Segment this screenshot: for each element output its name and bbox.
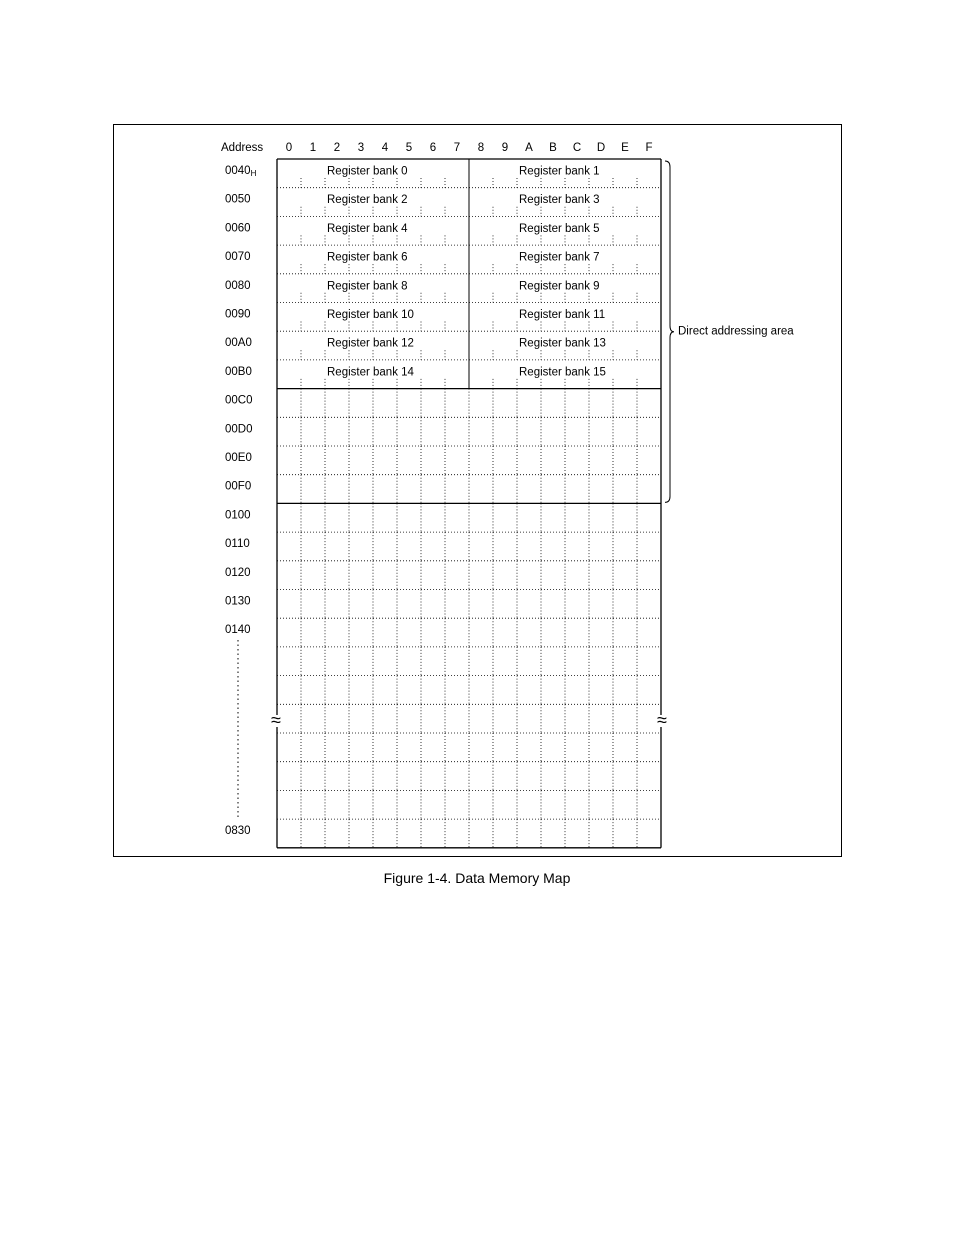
row-address-00E0: 00E0 — [225, 452, 252, 465]
register-bank-0: Register bank 0 — [327, 165, 408, 178]
register-bank-13: Register bank 13 — [519, 337, 606, 350]
row-address-00A0: 00A0 — [225, 337, 252, 350]
row-address-0060: 0060 — [225, 222, 251, 235]
register-bank-6: Register bank 6 — [327, 251, 408, 264]
register-bank-11: Register bank 11 — [519, 309, 606, 322]
row-address-00D0: 00D0 — [225, 423, 253, 436]
register-bank-10: Register bank 10 — [327, 309, 414, 322]
row-address-00C0: 00C0 — [225, 394, 253, 407]
direct-addressing-brace — [665, 161, 674, 502]
column-header-1: 1 — [309, 142, 317, 155]
row-address-0140: 0140 — [225, 624, 251, 637]
column-header-8: 8 — [477, 142, 485, 155]
break-symbol-right: ≈ — [657, 709, 667, 730]
row-address-0110: 0110 — [225, 538, 250, 551]
register-bank-5: Register bank 5 — [519, 222, 600, 235]
row-address-00F0: 00F0 — [225, 480, 252, 493]
row-address-00B0: 00B0 — [225, 365, 252, 378]
column-header-9: 9 — [501, 142, 509, 155]
figure-caption: Figure 1-4. Data Memory Map — [383, 870, 571, 886]
address-header-label: Address — [221, 142, 264, 155]
register-bank-1: Register bank 1 — [519, 165, 600, 178]
direct-addressing-label: Direct addressing area — [678, 325, 794, 338]
register-bank-7: Register bank 7 — [519, 251, 600, 264]
column-header-E: E — [621, 142, 629, 155]
column-header-5: 5 — [405, 142, 413, 155]
column-header-0: 0 — [285, 142, 293, 155]
register-bank-12: Register bank 12 — [327, 337, 414, 350]
column-header-C: C — [572, 142, 582, 155]
break-symbol-left: ≈ — [271, 709, 281, 730]
column-header-7: 7 — [453, 142, 461, 155]
column-header-A: A — [525, 142, 533, 155]
column-header-F: F — [645, 142, 653, 155]
register-bank-8: Register bank 8 — [327, 280, 408, 293]
row-address-0130: 0130 — [225, 595, 251, 608]
row-address-0120: 0120 — [225, 566, 251, 579]
row-address-0050: 0050 — [225, 193, 251, 206]
register-bank-2: Register bank 2 — [327, 194, 408, 207]
register-bank-4: Register bank 4 — [327, 222, 408, 235]
row-address-0090: 0090 — [225, 308, 251, 321]
register-bank-15: Register bank 15 — [519, 366, 606, 379]
register-bank-9: Register bank 9 — [519, 280, 600, 293]
column-header-4: 4 — [381, 142, 389, 155]
column-header-D: D — [596, 142, 606, 155]
row-address-0040: $0040_H$ — [225, 165, 257, 179]
register-bank-14: Register bank 14 — [327, 366, 414, 379]
row-address-0080: 0080 — [225, 279, 251, 292]
column-header-2: 2 — [333, 142, 341, 155]
column-header-3: 3 — [357, 142, 365, 155]
register-bank-3: Register bank 3 — [519, 194, 600, 207]
row-address-0100: 0100 — [225, 509, 251, 522]
row-address-0830: 0830 — [225, 825, 251, 838]
column-header-B: B — [549, 142, 557, 155]
column-header-6: 6 — [429, 142, 437, 155]
row-address-0070: 0070 — [225, 251, 251, 264]
